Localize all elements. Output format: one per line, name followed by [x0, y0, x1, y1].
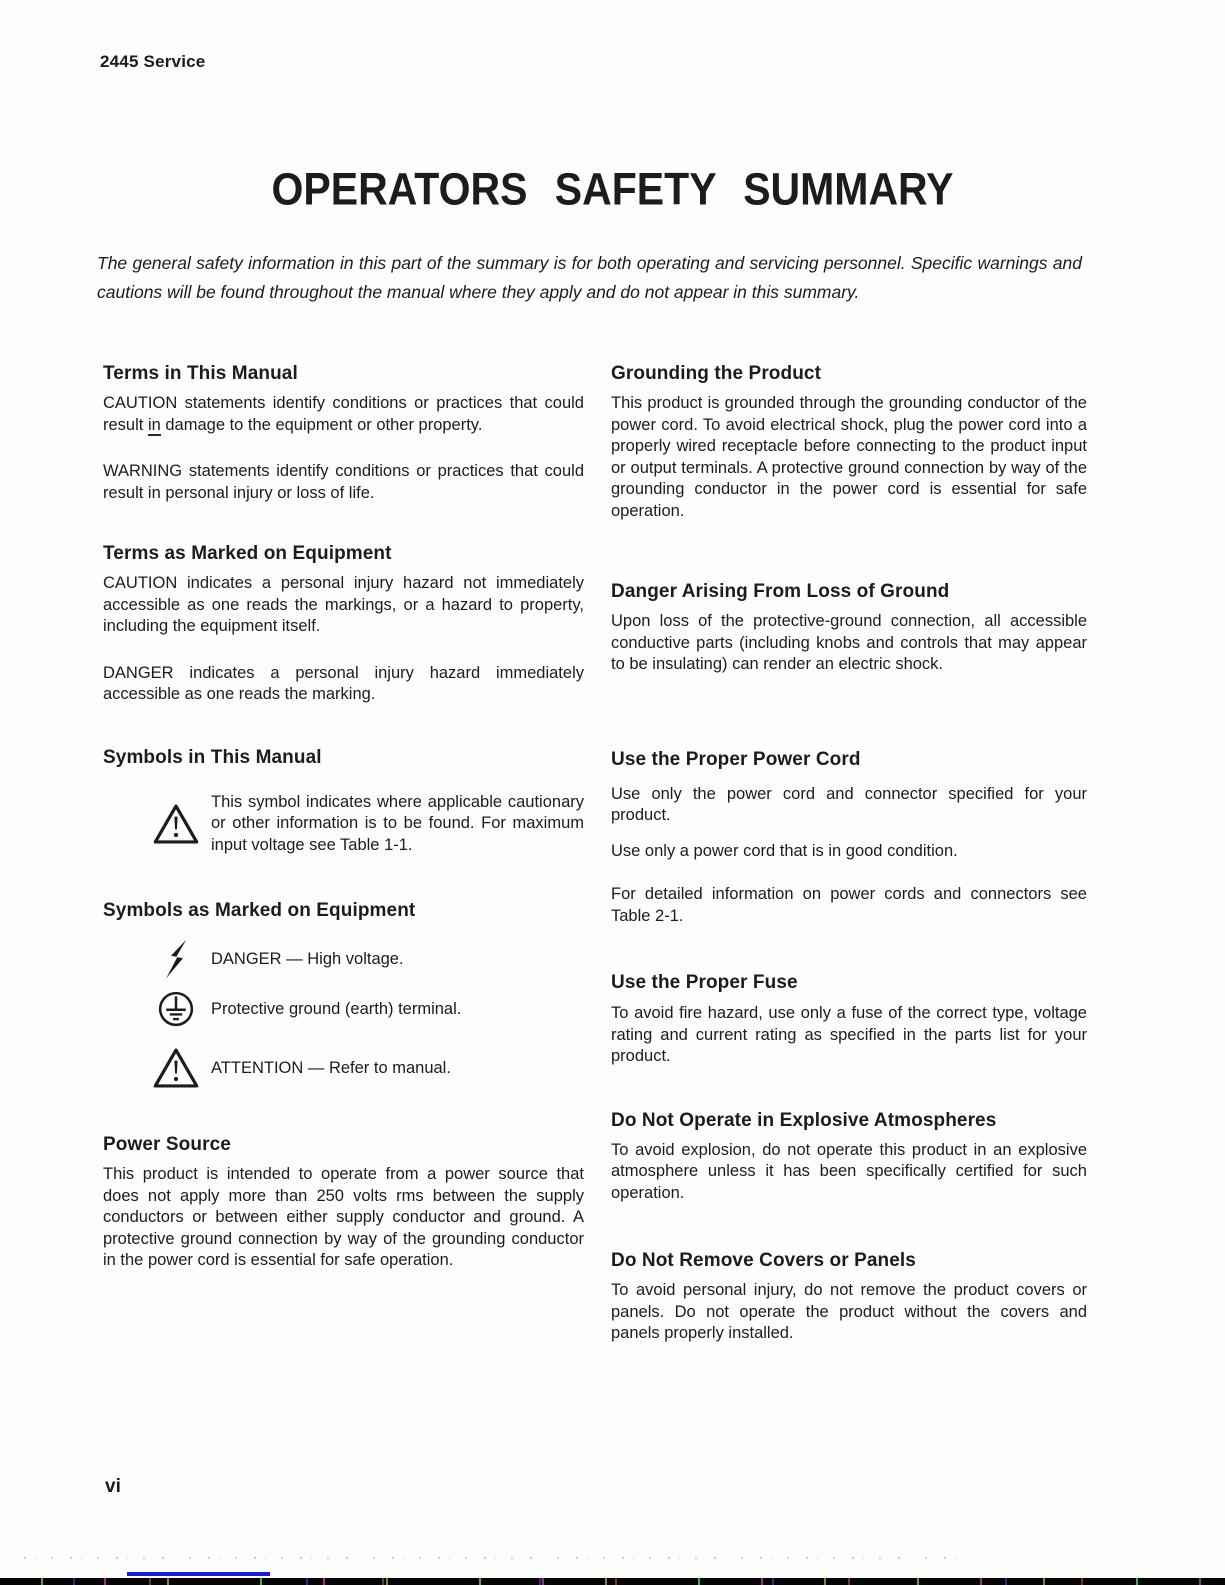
section-heading: Use the Proper Power Cord	[611, 748, 861, 770]
high-voltage-bolt-icon	[153, 939, 199, 979]
scan-edge-bar	[0, 1578, 1225, 1585]
section-heading: Danger Arising From Loss of Ground	[611, 581, 950, 602]
section-symbols-in-this-manual	[103, 746, 584, 857]
attention-triangle-icon	[153, 1046, 199, 1090]
section-heading: Symbols as Marked on Equipment	[103, 900, 416, 921]
page-title-text: OPERATORS SAFETY SUMMARY	[271, 163, 954, 215]
section-terms-on-equipment	[103, 542, 584, 706]
section-do-not-remove-covers	[611, 1249, 1087, 1345]
page-number: vi	[105, 1476, 121, 1497]
warning-paragraph: WARNING statements identify conditions or practices that could result in personal injury or loss of life.	[103, 462, 584, 502]
intro-paragraph: The general safety information in this part of the summary is for both operating and servicing personnel. Specific warnings and cautions will be found throughout the manual where they apply and do not appear in this summary.	[97, 253, 1082, 302]
power-cord-paragraph-3: For detailed information on power cords and connectors see Table 2-1.	[611, 885, 1087, 925]
power-cord-paragraph-1: Use only the power cord and connector specified for your product.	[611, 784, 1087, 824]
section-heading: Do Not Remove Covers or Panels	[611, 1250, 916, 1271]
right-column	[611, 358, 1087, 1345]
caution-text-after: damage to the equipment or other property.	[160, 415, 483, 434]
explosive-paragraph: To avoid explosion, do not operate this product in an explosive atmosphere unless it has been specifically certified for such operation.	[611, 1140, 1087, 1202]
loss-of-ground-paragraph: Upon loss of the protective-ground connection, all accessible conductive parts (including knobs and controls that may appear to be insulating) can render an electric shock.	[611, 612, 1087, 673]
section-heading: Use the Proper Fuse	[611, 972, 798, 993]
section-terms-in-this-manual	[103, 362, 584, 504]
danger-paragraph: DANGER indicates a personal injury hazard immediately accessible as one reads the marking.	[103, 663, 584, 703]
scan-noise-line	[24, 1557, 969, 1559]
caution-text-before: CAUTION statements identify conditions or practices that could result	[103, 394, 584, 434]
attention-note: This symbol indicates where applicable cautionary or other information is to be found. For maximum input voltage see Table 1-1.	[211, 792, 584, 854]
doc-reference: 2445 Service	[100, 52, 206, 71]
section-heading: Terms in This Manual	[103, 363, 298, 384]
section-heading: Do Not Operate in Explosive Atmospheres	[611, 1109, 997, 1131]
symbol-label: ATTENTION — Refer to manual.	[211, 1058, 451, 1077]
fuse-paragraph: To avoid fire hazard, use only a fuse of the correct type, voltage rating and current rating as specified in the parts list for your product.	[611, 1004, 1087, 1065]
section-power-source	[103, 1133, 584, 1272]
section-heading: Terms as Marked on Equipment	[103, 543, 392, 564]
left-column	[103, 358, 584, 1272]
covers-paragraph: To avoid personal injury, do not remove the product covers or panels. Do not operate the product without the covers and panels properly installed.	[611, 1281, 1087, 1342]
page-title	[0, 163, 1225, 215]
symbol-row-protective-ground	[103, 991, 584, 1027]
symbol-row-attention	[103, 1046, 584, 1090]
section-heading: Power Source	[103, 1134, 231, 1155]
section-heading: Symbols in This Manual	[103, 746, 322, 768]
underlined-word: in	[147, 415, 161, 434]
protective-ground-icon	[153, 991, 199, 1027]
scan-blue-mark	[127, 1572, 270, 1576]
caution-paragraph	[103, 393, 584, 436]
caution-paragraph: CAUTION indicates a personal injury hazard not immediately accessible as one reads the markings, or a hazard to property, including the equipment itself.	[103, 574, 584, 635]
attention-triangle-icon	[153, 802, 199, 846]
section-danger-loss-of-ground	[611, 580, 1087, 676]
symbol-label: Protective ground (earth) terminal.	[211, 999, 462, 1018]
attention-symbol-block	[103, 792, 584, 857]
section-heading: Grounding the Product	[611, 363, 822, 384]
section-use-proper-fuse	[611, 971, 1087, 1068]
section-use-proper-power-cord	[611, 748, 1087, 928]
section-symbols-on-equipment	[103, 899, 584, 1090]
section-explosive-atmospheres	[611, 1109, 1087, 1205]
grounding-paragraph: This product is grounded through the grounding conductor of the power cord. To avoid electrical shock, plug the power cord into a properly wired receptacle before connecting to the product input or output terminals. A protective ground connection by way of the grounding conductor in the power cord is essential for safe operation.	[611, 394, 1087, 520]
power-source-paragraph: This product is intended to operate from a power source that does not apply more than 250 volts rms between the supply conductors or between either supply conductor and ground. A protective ground connection by way of the grounding conductor in the power cord is essential for safe operation.	[103, 1165, 584, 1269]
symbol-row-high-voltage	[103, 939, 584, 979]
symbol-label: DANGER — High voltage.	[211, 949, 404, 968]
power-cord-paragraph-2: Use only a power cord that is in good condition.	[611, 841, 958, 860]
section-grounding-the-product	[611, 362, 1087, 522]
